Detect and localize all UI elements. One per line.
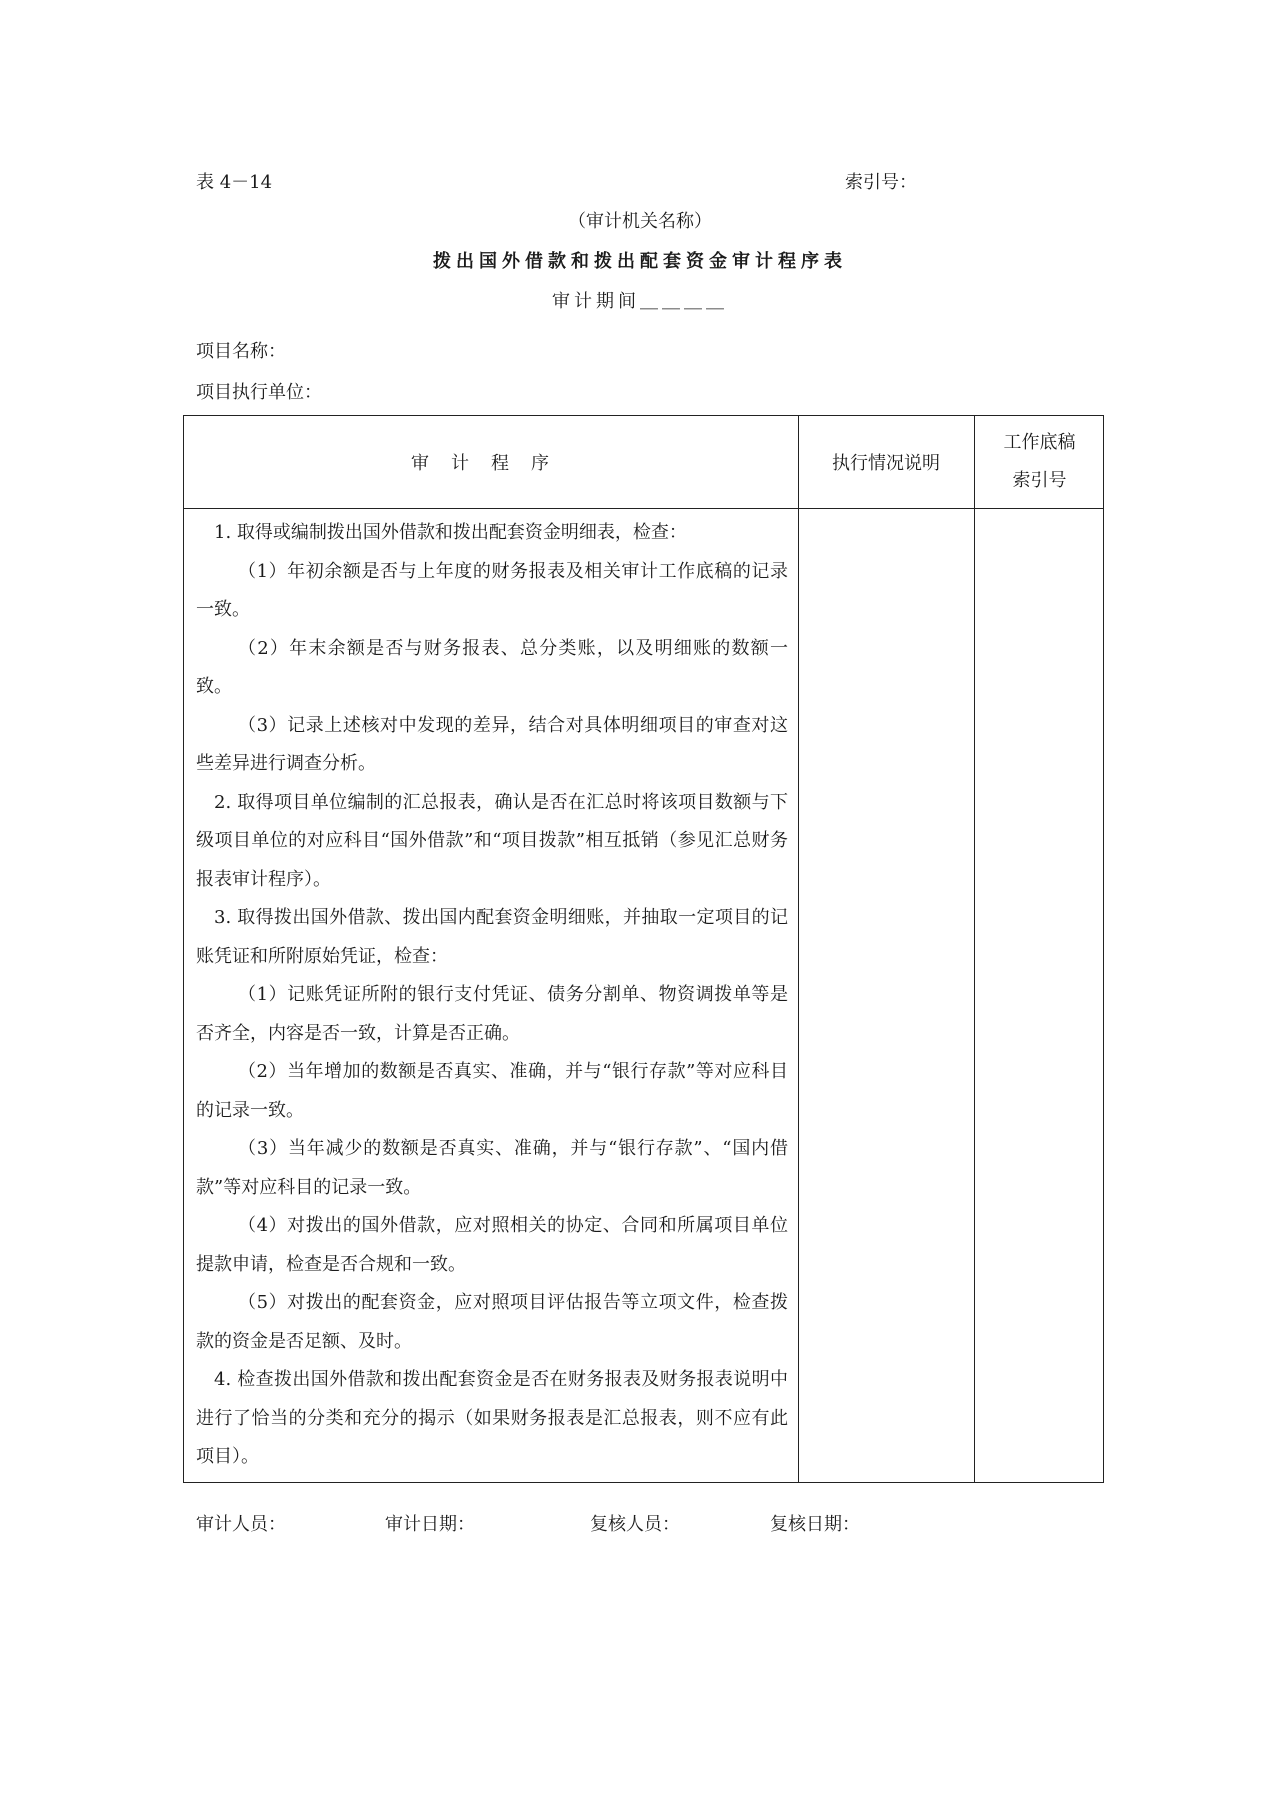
- procedure-paragraph: （1）记账凭证所附的银行支付凭证、债务分割单、物资调拨单等是否齐全，内容是否一致，计算是否正确。: [196, 984, 788, 1044]
- column-header-execution: 执行情况说明: [832, 453, 940, 474]
- procedure-paragraph: （4）对拨出的国外借款，应对照相关的协定、合同和所属项目单位提款申请，检查是否合规和一致。: [196, 1215, 788, 1275]
- procedure-paragraph: （2）年末余额是否与财务报表、总分类账，以及明细账的数额一致。: [196, 637, 788, 697]
- column-divider: [798, 416, 799, 1482]
- column-header-workpaper-ref-line2: 索引号: [1012, 470, 1067, 491]
- audit-date-label: 审计日期：: [385, 1514, 475, 1535]
- procedure-paragraph: 1. 取得或编制拨出国外借款和拨出配套资金明细表，检查：: [214, 522, 687, 543]
- column-divider: [974, 416, 975, 1482]
- page-title: 拨出国外借款和拨出配套资金审计程序表: [433, 251, 847, 272]
- project-name-label: 项目名称：: [196, 341, 286, 362]
- procedure-paragraph: （1）年初余额是否与上年度的财务报表及相关审计工作底稿的记录一致。: [196, 560, 788, 620]
- project-unit-label: 项目执行单位：: [196, 382, 322, 403]
- review-date-label: 复核日期：: [770, 1514, 860, 1535]
- column-header-workpaper-ref: [974, 416, 1105, 508]
- procedure-paragraph: 2. 取得项目单位编制的汇总报表，确认是否在汇总时将该项目数额与下级项目单位的对应科目“国外借款”和“项目拨款”相互抵销（参见汇总财务报表审计程序）。: [196, 791, 788, 890]
- column-header-procedure: 审计程序: [411, 453, 571, 474]
- procedure-paragraph: （2）当年增加的数额是否真实、准确，并与“银行存款”等对应科目的记录一致。: [196, 1061, 788, 1121]
- procedure-paragraph: （5）对拨出的配套资金，应对照项目评估报告等立项文件，检查拨款的资金是否足额、及时。: [196, 1292, 788, 1352]
- procedure-cell: [196, 514, 788, 1477]
- auditor-label: 审计人员：: [196, 1514, 286, 1535]
- audit-period: 审计期间＿＿＿＿: [552, 291, 728, 312]
- procedure-paragraph: （3）当年减少的数额是否真实、准确，并与“银行存款”、“国内借款”等对应科目的记录一致。: [196, 1138, 788, 1198]
- header-divider: [184, 508, 1103, 509]
- reference-number-label: 索引号：: [845, 172, 917, 193]
- procedure-paragraph: 3. 取得拨出国外借款、拨出国内配套资金明细账，并抽取一定项目的记账凭证和所附原始凭证，检查：: [196, 907, 788, 967]
- column-header-workpaper-ref-line1: 工作底稿: [1003, 432, 1076, 453]
- audit-procedure-table: [183, 415, 1104, 1483]
- audit-organization-name: （审计机关名称）: [568, 211, 712, 232]
- procedure-paragraph: （3）记录上述核对中发现的差异，结合对具体明细项目的审查对这些差异进行调查分析。: [196, 714, 788, 774]
- table-index: 表 4－14: [196, 172, 273, 193]
- reviewer-label: 复核人员：: [590, 1514, 680, 1535]
- procedure-paragraph: 4. 检查拨出国外借款和拨出配套资金是否在财务报表及财务报表说明中进行了恰当的分类和充分的揭示（如果财务报表是汇总报表，则不应有此项目）。: [196, 1369, 788, 1467]
